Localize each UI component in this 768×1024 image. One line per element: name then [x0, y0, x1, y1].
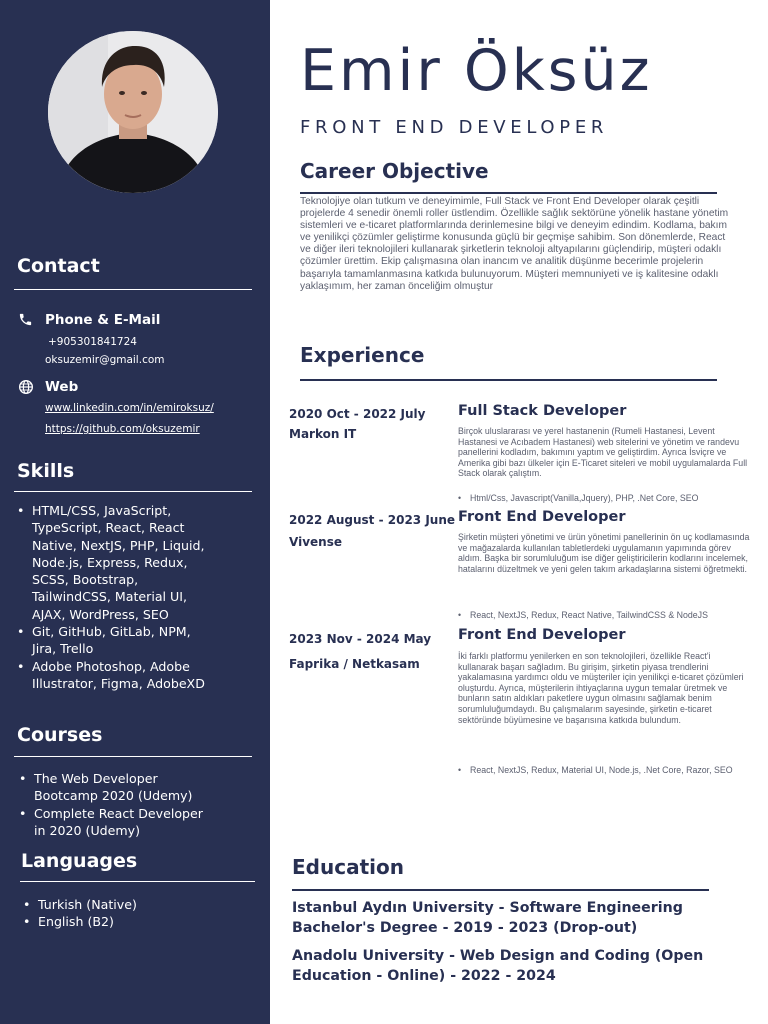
- job-tech-list: [470, 610, 754, 621]
- phone-number: +905301841724: [48, 336, 137, 348]
- skills-divider: [14, 491, 252, 492]
- job-tech-list: [470, 765, 754, 776]
- job-tech: • React, NextJS, Redux, React Native, TailwindCSS & NodeJS: [470, 610, 754, 621]
- job-description: Birçok uluslararası ve yerel hastanenin (Rumeli Hastanesi, Levent Hastanesi ve Acıbadem Hastanesi) web sitelerini ve yönetim ve randevu panellerini kodladım, bakımını yaptım ve geliştirdim. Ayrıca İsviçre ve Amerika gibi bazı ülkeler için E-Ticaret siteleri ve mobil uygulamalarda Full Stack olarak çalıştım.: [458, 426, 748, 479]
- job-title: Front End Developer: [458, 509, 626, 525]
- skill-item: • HTML/CSS, JavaScript, TypeScript, React, React Native, NextJS, PHP, Liquid, Node.js, Express, Redux, SCSS, Bootstrap, TailwindCSS, Material UI, AJAX, WordPress, SEO: [17, 502, 207, 623]
- education-heading: Education: [292, 855, 404, 879]
- skills-list: [17, 502, 207, 692]
- job-date: 2022 August - 2023 June: [289, 513, 456, 527]
- courses-list: [19, 770, 204, 839]
- objective-divider: [300, 192, 717, 194]
- sidebar: [0, 0, 270, 1024]
- contact-divider: [14, 289, 252, 290]
- course-item: • Complete React Developer in 2020 (Udemy): [19, 805, 204, 840]
- education-divider: [292, 889, 709, 891]
- globe-icon: [17, 378, 34, 395]
- profile-photo: [48, 31, 218, 193]
- profile-photo-graphic: [48, 31, 218, 193]
- languages-heading: Languages: [21, 850, 138, 872]
- full-name: Emir Öksüz: [300, 38, 653, 104]
- web-row: [17, 378, 78, 395]
- education-item: Anadolu University - Web Design and Coding (Open Education - Online) - 2022 - 2024: [292, 948, 704, 984]
- job-tech-list: [470, 493, 754, 504]
- job-date: 2023 Nov - 2024 May: [289, 632, 432, 646]
- job-tech: • Html/Css, Javascript(Vanilla,Jquery), PHP, .Net Core, SEO: [470, 493, 754, 504]
- contact-heading: Contact: [17, 255, 100, 277]
- job-role: FRONT END DEVELOPER: [300, 117, 609, 138]
- job-company: Vivense: [289, 535, 342, 549]
- courses-divider: [14, 756, 252, 757]
- education-item: Istanbul Aydın University - Software Engineering Bachelor's Degree - 2019 - 2023 (Drop-out): [292, 900, 683, 936]
- skill-item: • Git, GitHub, GitLab, NPM, Jira, Trello: [17, 623, 207, 658]
- course-item: • The Web Developer Bootcamp 2020 (Udemy): [19, 770, 204, 805]
- language-item: • English (B2): [23, 913, 223, 930]
- email-address: oksuzemir@gmail.com: [45, 354, 165, 366]
- job-company: Faprika / Netkasam: [289, 657, 420, 671]
- experience-divider: [300, 379, 717, 381]
- skill-item: • Adobe Photoshop, Adobe Illustrator, Figma, AdobeXD: [17, 658, 207, 693]
- linkedin-link[interactable]: www.linkedin.com/in/emiroksuz/: [45, 402, 214, 414]
- job-title: Full Stack Developer: [458, 403, 627, 419]
- experience-heading: Experience: [300, 343, 425, 367]
- languages-list: [23, 896, 223, 931]
- job-description: Şirketin müşteri yönetimi ve ürün yönetimi panellerinin ön uç kodlamasında ve mağazalarda kullanılan tabletlerdeki uygulamanın yapımında görev aldım. Başka bir sorumluluğum ise diğer geliştiricilerin kodlarını incelemek, hatalarını düzeltmek ve yeni gelen takım arkadaşlarına sistemi öğretmekti.: [458, 532, 750, 574]
- job-title: Front End Developer: [458, 627, 626, 643]
- language-item: • Turkish (Native): [23, 896, 223, 913]
- github-link[interactable]: https://github.com/oksuzemir: [45, 423, 200, 435]
- phone-email-label: Phone & E-Mail: [45, 311, 161, 328]
- languages-divider: [20, 881, 255, 882]
- job-description: İki farklı platformu yenilerken en son teknolojileri, özellikle React'i kullanarak başarı sağladım. Bu girişim, şirketin piyasa trendlerini yakalamasına yardımcı oldu ve müşteriler için yenilikçi e-ticaret çözümleri oluşturdu. Ayrıca, müşterilerin ihtiyaçlarına uygun temalar üretmek ve bunların satın aldıkları paketlere uygun olmasını sağlamak benim sorumluluğumdaydı. Bu çalışmalarım sayesinde, şirketin e-ticaret sektöründe büyümesine ve başarısına katkıda bulundum.: [458, 651, 744, 725]
- job-company: Markon IT: [289, 427, 357, 441]
- job-tech: • React, NextJS, Redux, Material UI, Node.js, .Net Core, Razor, SEO: [470, 765, 754, 776]
- web-label: Web: [45, 378, 79, 395]
- skills-heading: Skills: [17, 460, 75, 482]
- phone-email-row: [17, 311, 160, 328]
- phone-icon: [17, 311, 34, 328]
- courses-heading: Courses: [17, 724, 103, 746]
- objective-text: Teknolojiye olan tutkum ve deneyimimle, Full Stack ve Front End Developer olarak çeşitli projelerde 4 senedir önemli roller üstlendim. Özellikle sağlık sektörüne yönelik hastane yönetim sistemleri ve e-ticaret platformlarında derinlemesine bilgi ve deneyim edindim. Kodlama, bakım ve yenilikçi çözümler geliştirme konusunda güçlü bir geçmişe sahibim. Son dönemlerde, React ve diğer ileri teknolojileri kullanarak şirketlerin teknoloji altyapılarını güçlendirip, müşteri odaklı çözümler ürettim. Ekip çalışmasına olan inancım ve analitik düşünme becerimle projelerin başarıyla tamamlanmasına katkıda bulunuyorum. Müşteri memnuniyeti ve iş kalitesine odaklı yaklaşımım, her zaman önceliğim olmuştur: [300, 196, 729, 292]
- job-date: 2020 Oct - 2022 July: [289, 407, 426, 421]
- objective-heading: Career Objective: [300, 159, 489, 183]
